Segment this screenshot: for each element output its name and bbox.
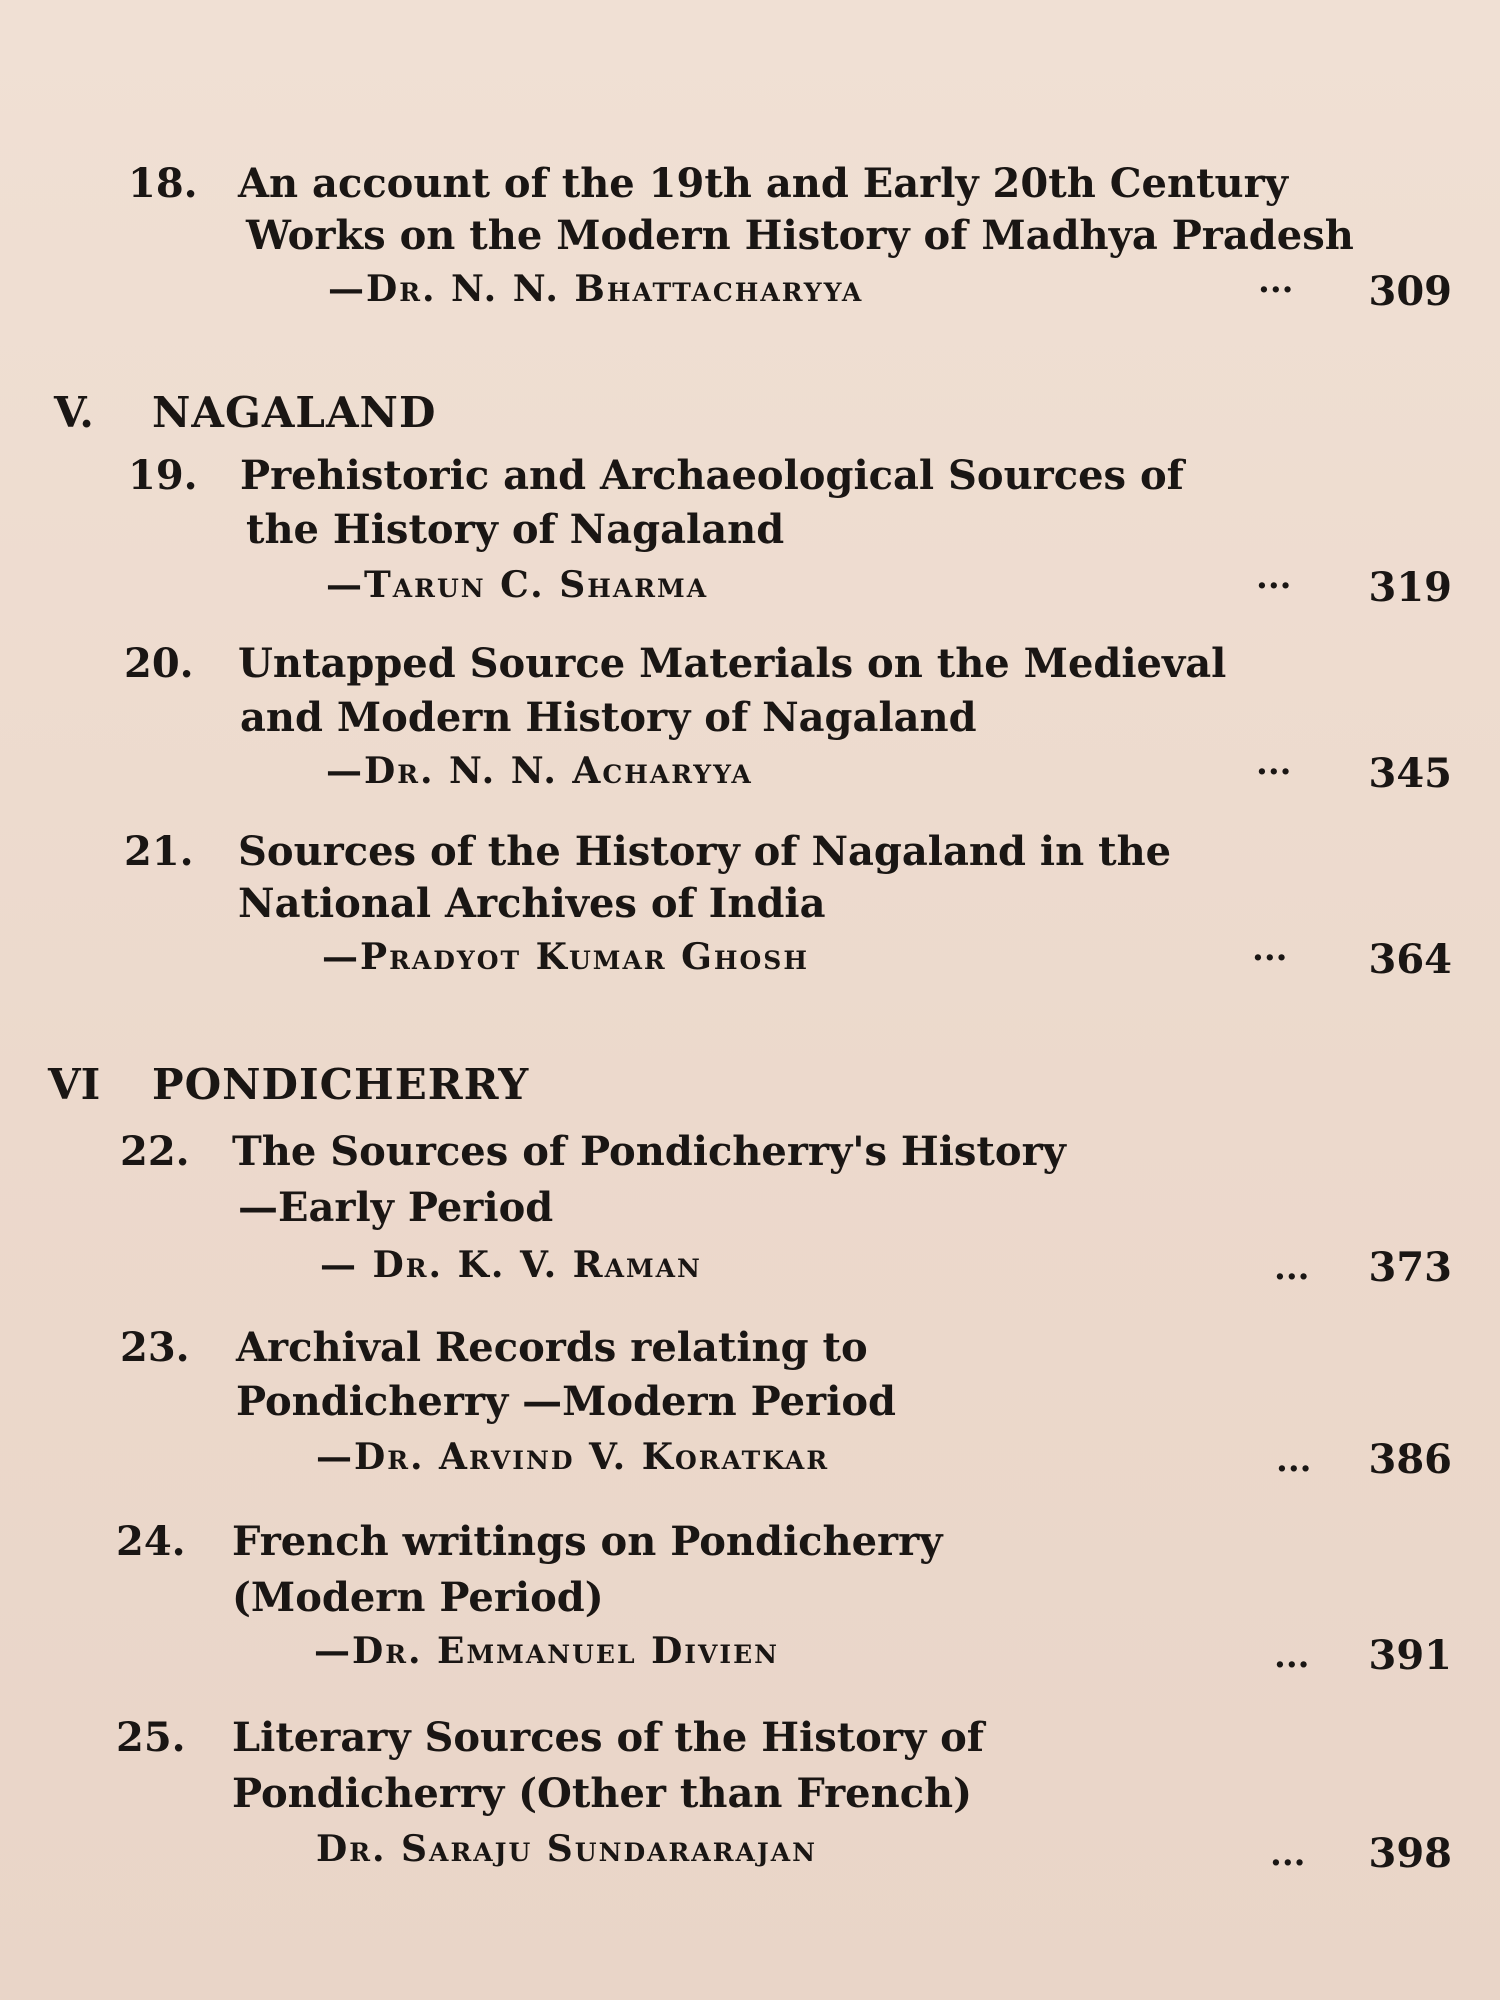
entry-author: —Tarun C. Sharma — [326, 564, 709, 606]
entry-title-line-1: French writings on Pondicherry — [232, 1518, 943, 1565]
entry-author: — Dr. K. V. Raman — [320, 1244, 702, 1286]
entry-title-line-2: and Modern History of Nagaland — [240, 694, 977, 741]
entry-title-line-2: —Early Period — [238, 1184, 554, 1231]
page-number: 364 — [1368, 936, 1452, 983]
entry-number: 21. — [124, 828, 194, 875]
entry-title-line-1: Archival Records relating to — [236, 1324, 868, 1371]
page-number: 386 — [1368, 1436, 1452, 1483]
entry-author: —Pradyot Kumar Ghosh — [322, 936, 809, 978]
entry-author: —Dr. N. N. Acharyya — [326, 750, 753, 792]
section-numeral: VI — [48, 1060, 101, 1109]
leader-dots: ... — [1274, 1636, 1310, 1676]
page-number: 373 — [1368, 1244, 1452, 1291]
entry-title-line-1: Prehistoric and Archaeological Sources of — [240, 452, 1184, 499]
entry-number: 22. — [120, 1128, 190, 1175]
entry-author: —Dr. N. N. Bhattacharyya — [328, 268, 864, 310]
page-number: 309 — [1368, 268, 1452, 315]
entry-title-line-1: Literary Sources of the History of — [232, 1714, 984, 1761]
leader-dots: ··· — [1256, 752, 1292, 792]
entry-title-line-1: The Sources of Pondicherry's History — [232, 1128, 1066, 1175]
section-numeral: V. — [54, 388, 94, 437]
page-number: 391 — [1368, 1632, 1452, 1679]
section-title: NAGALAND — [152, 388, 437, 437]
entry-author: Dr. Saraju Sundararajan — [316, 1828, 817, 1870]
leader-dots: ... — [1270, 1834, 1306, 1874]
page-number: 398 — [1368, 1830, 1452, 1877]
entry-number: 18. — [128, 160, 198, 207]
entry-number: 24. — [116, 1518, 186, 1565]
entry-title-line-2: the History of Nagaland — [246, 506, 785, 553]
leader-dots: ... — [1276, 1440, 1312, 1480]
leader-dots: ··· — [1252, 938, 1288, 978]
leader-dots: ... — [1274, 1248, 1310, 1288]
entry-title-line-2: National Archives of India — [238, 880, 826, 927]
entry-title-line-2: Pondicherry —Modern Period — [236, 1378, 896, 1425]
entry-author: —Dr. Emmanuel Divien — [314, 1630, 779, 1672]
page-number: 345 — [1368, 750, 1452, 797]
entry-number: 19. — [128, 452, 198, 499]
entry-number: 23. — [120, 1324, 190, 1371]
entry-title-line-1: Untapped Source Materials on the Medieval — [238, 640, 1227, 687]
entry-title-line-1: Sources of the History of Nagaland in the — [238, 828, 1172, 875]
entry-title-line-2: Pondicherry (Other than French) — [232, 1770, 973, 1817]
entry-title-line-1: An account of the 19th and Early 20th Century — [238, 160, 1288, 207]
entry-number: 20. — [124, 640, 194, 687]
leader-dots: ··· — [1258, 270, 1294, 310]
entry-author: —Dr. Arvind V. Koratkar — [316, 1436, 830, 1478]
entry-number: 25. — [116, 1714, 186, 1761]
page-number: 319 — [1368, 564, 1452, 611]
entry-title-line-2: Works on the Modern History of Madhya Pradesh — [246, 212, 1354, 259]
leader-dots: ··· — [1256, 566, 1292, 606]
section-title: PONDICHERRY — [152, 1060, 530, 1109]
entry-title-line-2: (Modern Period) — [232, 1574, 604, 1621]
